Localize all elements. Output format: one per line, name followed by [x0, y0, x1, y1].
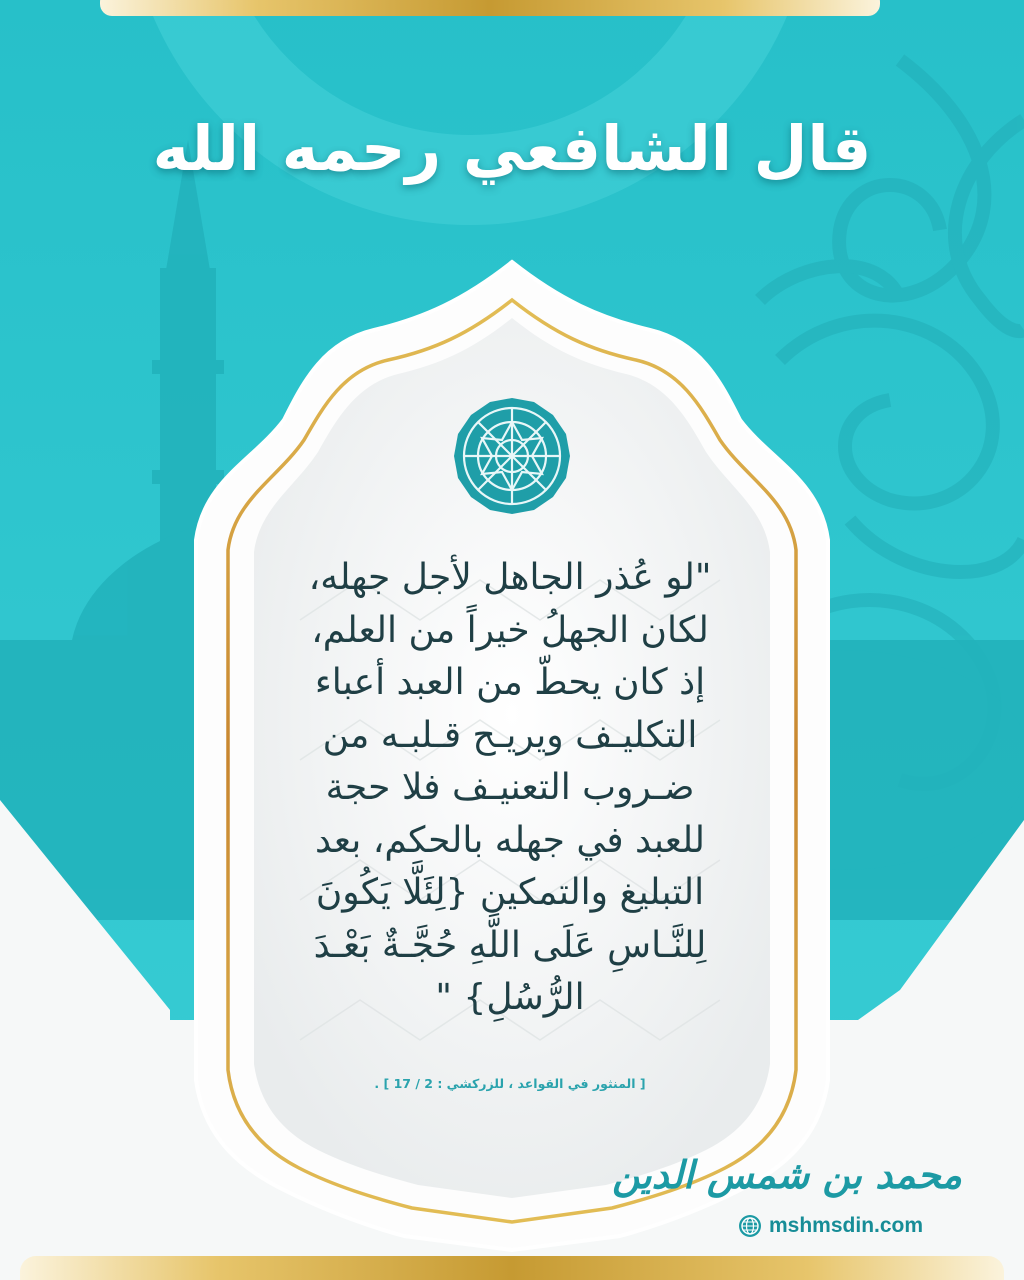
- quote-line: للعبد في جهله بالحكم، بعد: [314, 819, 705, 861]
- rosette-ornament: [454, 398, 570, 514]
- quote-line: لكان الجهلُ خيراً من العلم،: [311, 609, 709, 651]
- globe-icon: [738, 1214, 762, 1238]
- quote-line: ضـروب التعنيـف فلا حجة: [325, 767, 695, 808]
- quote-line: التبليغ والتمكين {لِئَلَّا يَكُونَ: [315, 872, 705, 913]
- website-link[interactable]: [738, 1212, 923, 1240]
- website-url[interactable]: mshmsdin.com: [769, 1214, 924, 1237]
- quote-line: الرُّسُلِ} ": [435, 977, 585, 1018]
- quote-line: "لو عُذر الجاهل لأجل جهله،: [308, 557, 712, 598]
- author-signature-logo: [612, 1140, 962, 1210]
- quote-line: لِلنَّـاسِ عَلَى اللَّهِ حُجَّـةٌ بَعْـدَ: [313, 924, 707, 966]
- signature-text: محمد بن شمس الدين: [612, 1152, 962, 1197]
- page-title: قال الشافعي رحمه الله: [152, 112, 872, 185]
- quote-text: [290, 552, 730, 1025]
- quote-line: التكليـف ويريـح قـلبـه من: [322, 714, 698, 756]
- quote-line: إذ كان يحطّ من العبد أعباء: [314, 662, 706, 703]
- source-citation: [ المنثور في القواعد ، للزركشي : 2 / 17 ] .: [374, 1076, 646, 1091]
